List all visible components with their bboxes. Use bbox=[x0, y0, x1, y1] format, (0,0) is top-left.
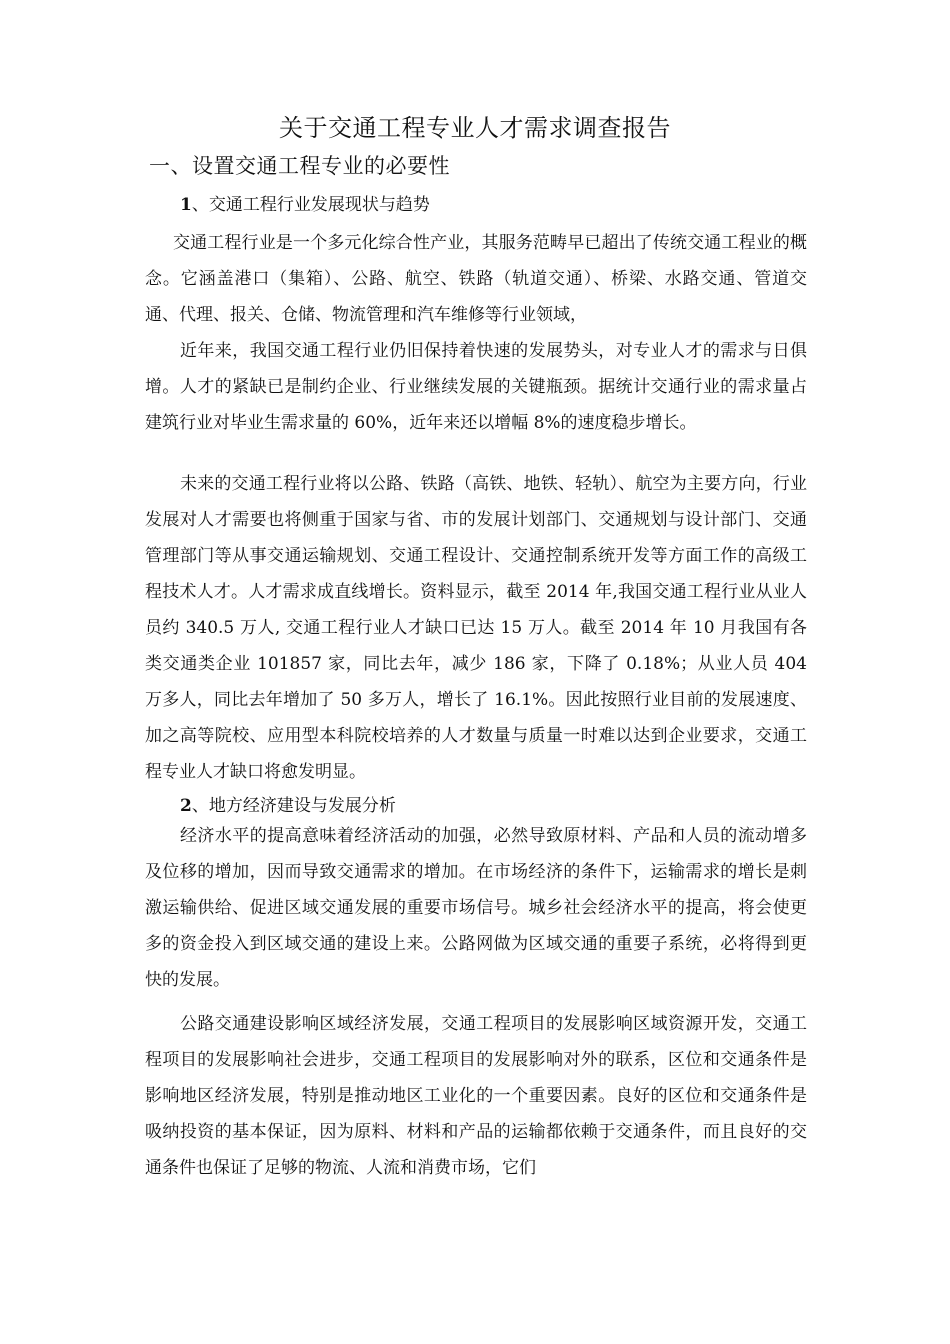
paragraph: 公路交通建设影响区域经济发展，交通工程项目的发展影响区域资源开发，交通工程项目的发展影响社会进步，交通工程项目的发展影响对外的联系，区位和交通条件是影响地区经济发展，特别是推动地区工业化的一个重要因素。良好的区位和交通条件是吸纳投资的基本保证，因为原料、材料和产品的运输都依赖于交通条件，而且良好的交通条件也保证了足够的物流、人流和消费市场，它们 bbox=[145, 1014, 807, 1178]
subsection-number: 2 bbox=[180, 796, 192, 816]
paragraph: 经济水平的提高意味着经济活动的加强，必然导致原材料、产品和人员的流动增多及位移的增加，因而导致交通需求的增加。在市场经济的条件下，运输需求的增长是刺激运输供给、促进区域交通发展的重要市场信号。城乡社会经济水平的提高，将会使更多的资金投入到区域交通的建设上来。公路网做为区域交通的重要子系统，必将得到更快的发展。 bbox=[145, 826, 807, 990]
paragraph: 未来的交通工程行业将以公路、铁路（高铁、地铁、轻轨）、航空为主要方向，行业发展对人才需要也将侧重于国家与省、市的发展计划部门、交通规划与设计部门、交通管理部门等从事交通运输规划、交通工程设计、交通控制系统开发等方面工作的高级工程技术人才。人才需求成直线增长。资料显示，截至 2014 年,我国交通工程行业从业人员约 340.5 万人, 交通工程行业人才缺口已达 15 万人。截至 2014 年 10 月我国有各类交通类企业 101857 家，同比去年，减少 186 家，下降了 0.18%；从业人员 404 万多人，同比去年增加了 50 多万人，增长了 16.1%。因此按照行业目前的发展速度、加之高等院校、应用型本科院校培养的人才数量与质量一时难以达到企业要求，交通工程专业人才缺口将愈发明显。 bbox=[145, 474, 807, 782]
subsection-title: 、地方经济建设与发展分析 bbox=[191, 796, 396, 816]
paragraph: 交通工程行业是一个多元化综合性产业，其服务范畴早已超出了传统交通工程业的概念。它涵盖港口（集箱）、公路、航空、铁路（轨道交通）、桥梁、水路交通、管道交通、代理、报关、仓储、物流管理和汽车维修等行业领域， bbox=[145, 233, 807, 325]
subsection-title: 、交通工程行业发展现状与趋势 bbox=[191, 195, 430, 215]
section-heading: 一、设置交通工程专业的必要性 bbox=[149, 154, 450, 178]
document-title: 关于交通工程专业人才需求调查报告 bbox=[279, 114, 671, 142]
subsection-heading-1 bbox=[180, 193, 430, 217]
subsection-heading-2 bbox=[180, 794, 396, 818]
subsection-number: 1 bbox=[180, 195, 192, 215]
paragraph: 近年来，我国交通工程行业仍旧保持着快速的发展势头，对专业人才的需求与日俱增。人才的紧缺已是制约企业、行业继续发展的关键瓶颈。据统计交通行业的需求量占建筑行业对毕业生需求量的 60%，近年来还以增幅 8%的速度稳步增长。 bbox=[145, 341, 807, 433]
